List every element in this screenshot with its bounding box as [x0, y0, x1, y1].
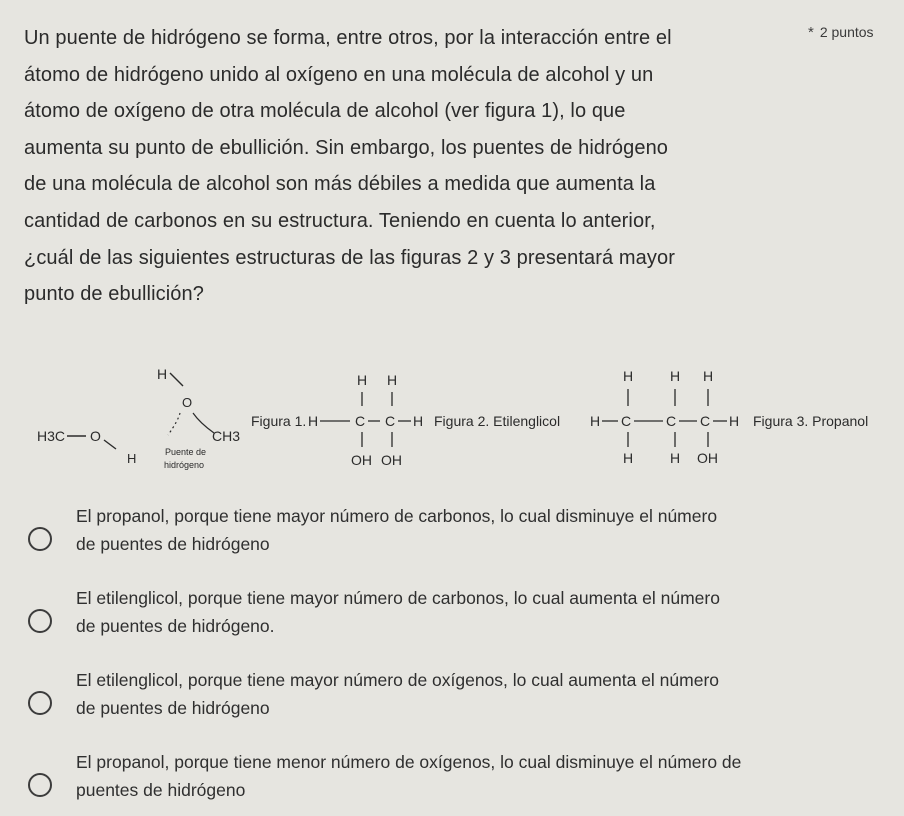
svg-text:H: H: [623, 450, 634, 466]
figure-2-ethylene-glycol-structure: [308, 372, 560, 468]
question-line: aumenta su punto de ebullición. Sin embargo, los puentes de hidrógeno: [24, 136, 669, 159]
svg-text:H: H: [670, 368, 681, 384]
option-label: El etilenglicol, porque tiene mayor número de oxígenos, lo cual aumenta el número de puentes de hidrógeno: [76, 670, 720, 718]
radio-button[interactable]: [28, 609, 52, 633]
fig1-o-left: O: [90, 428, 101, 444]
question-line: punto de ebullición?: [24, 283, 204, 306]
option-label: El etilenglicol, porque tiene mayor número de carbonos, lo cual aumenta el número de puentes de hidrógeno.: [76, 588, 720, 636]
question-line: átomo de hidrógeno unido al oxígeno en una molécula de alcohol y un: [24, 63, 654, 86]
points-label: 2 puntos: [819, 24, 874, 40]
svg-text:H: H: [387, 372, 398, 388]
fig1-h-bottom: H: [127, 451, 137, 466]
svg-text:OH: OH: [697, 450, 718, 466]
radio-button[interactable]: [28, 691, 52, 715]
figure-1-hydrogen-bond-diagram: [37, 366, 306, 470]
svg-text:C: C: [355, 413, 366, 429]
question-line: Un puente de hidrógeno se forma, entre otros, por la interacción entre el: [24, 27, 672, 49]
svg-text:H: H: [357, 372, 368, 388]
svg-text:OH: OH: [381, 452, 402, 468]
fig3-caption: Figura 3. Propanol: [753, 413, 869, 429]
svg-text:OH: OH: [351, 452, 372, 468]
question-line: de una molécula de alcohol son más débiles a medida que aumenta la: [24, 173, 656, 196]
svg-text:H: H: [729, 413, 740, 429]
fig1-bridge-label-1: Puente de: [165, 447, 207, 457]
svg-text:C: C: [700, 413, 711, 429]
option-d[interactable]: [0, 746, 904, 816]
fig1-bridge-label-2: hidrógeno: [164, 460, 205, 470]
option-a[interactable]: [0, 500, 904, 570]
fig1-h-top: H: [157, 366, 168, 382]
figures-image: [0, 355, 904, 485]
option-label: El propanol, porque tiene mayor número de carbonos, lo cual disminuye el número de puentes de hidrógeno: [76, 506, 718, 554]
figure-3-propanol-structure: [590, 368, 868, 466]
fig1-o-label: O: [182, 395, 193, 410]
svg-text:H: H: [670, 450, 681, 466]
fig2-caption: Figura 2. Etilenglicol: [434, 413, 561, 429]
fig1-caption: Figura 1.: [251, 413, 307, 429]
svg-text:H: H: [413, 413, 424, 429]
fig1-h3c: H3C: [37, 428, 66, 444]
option-c[interactable]: [0, 664, 904, 734]
option-label: El propanol, porque tiene menor número de oxígenos, lo cual disminuye el número de puentes de hidrógeno: [76, 752, 742, 800]
option-b[interactable]: [0, 582, 904, 652]
radio-button[interactable]: [28, 527, 52, 551]
points-badge: [808, 24, 874, 41]
svg-text:H: H: [703, 368, 714, 384]
question-line: cantidad de carbonos en su estructura. Teniendo en cuenta lo anterior,: [24, 209, 656, 232]
question-text: [24, 20, 784, 313]
svg-text:C: C: [621, 413, 632, 429]
figures-row: [0, 355, 904, 485]
radio-button[interactable]: [28, 773, 52, 797]
question-line: átomo de oxígeno de otra molécula de alcohol (ver figura 1), lo que: [24, 100, 626, 123]
svg-text:H: H: [308, 413, 319, 429]
svg-text:C: C: [666, 413, 677, 429]
svg-text:H: H: [590, 413, 601, 429]
fig1-ch3: CH3: [212, 428, 241, 444]
svg-text:H: H: [623, 368, 634, 384]
question-line: ¿cuál de las siguientes estructuras de las figuras 2 y 3 presentará mayor: [24, 246, 675, 269]
svg-text:C: C: [385, 413, 396, 429]
required-mark: *: [808, 24, 814, 41]
